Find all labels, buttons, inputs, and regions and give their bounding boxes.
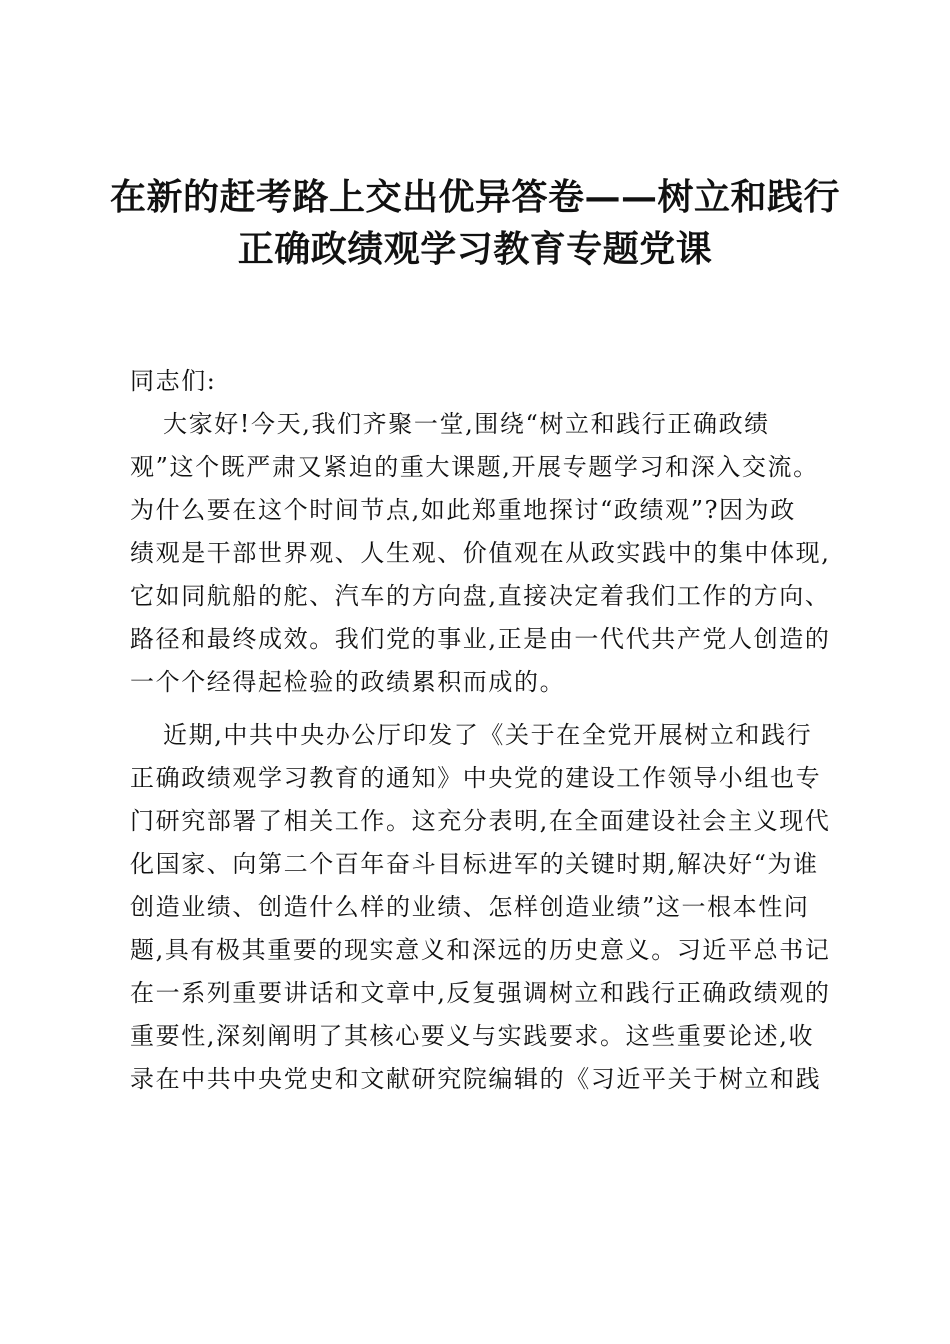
paragraph-2-line-2: 正确政绩观学习教育的通知》中央党的建设工作领导小组也专	[130, 764, 822, 792]
salutation: 同志们:	[130, 367, 217, 395]
paragraph-2-line-1: 近期,中共中央办公厅印发了《关于在全党开展树立和践行	[163, 721, 813, 749]
paragraph-1-line-3: 为什么要在这个时间节点,如此郑重地探讨“政绩观”?因为政	[130, 496, 796, 524]
paragraph-1-line-1: 大家好!今天,我们齐聚一堂,围绕“树立和践行正确政绩	[163, 410, 770, 438]
paragraph-1-line-4: 绩观是干部世界观、人生观、价值观在从政实践中的集中体现,	[130, 539, 831, 567]
paragraph-1-line-6: 路径和最终成效。我们党的事业,正是由一代代共产党人创造的	[130, 625, 831, 653]
paragraph-1-line-7: 一个个经得起检验的政绩累积而成的。	[130, 668, 566, 696]
paragraph-2-line-9: 录在中共中央党史和文献研究院编辑的《习近平关于树立和践	[130, 1065, 822, 1093]
document-title-line-1: 在新的赶考路上交出优异答卷——树立和践行	[109, 176, 840, 218]
paragraph-1-line-2: 观”这个既严肃又紧迫的重大课题,开展专题学习和深入交流。	[130, 453, 819, 481]
paragraph-1-line-5: 它如同航船的舵、汽车的方向盘,直接决定着我们工作的方向、	[130, 582, 831, 610]
paragraph-2-line-3: 门研究部署了相关工作。这充分表明,在全面建设社会主义现代	[130, 807, 831, 835]
paragraph-2-line-6: 题,具有极其重要的现实意义和深远的历史意义。习近平总书记	[130, 936, 831, 964]
paragraph-2-line-8: 重要性,深刻阐明了其核心要义与实践要求。这些重要论述,收	[130, 1022, 815, 1050]
document-title-line-2: 正确政绩观学习教育专题党课	[237, 228, 713, 270]
paragraph-2-line-7: 在一系列重要讲话和文章中,反复强调树立和践行正确政绩观的	[130, 979, 831, 1007]
paragraph-2-line-4: 化国家、向第二个百年奋斗目标进军的关键时期,解决好“为谁	[130, 850, 819, 878]
paragraph-2-line-5: 创造业绩、创造什么样的业绩、怎样创造业绩”这一根本性问	[130, 893, 810, 921]
